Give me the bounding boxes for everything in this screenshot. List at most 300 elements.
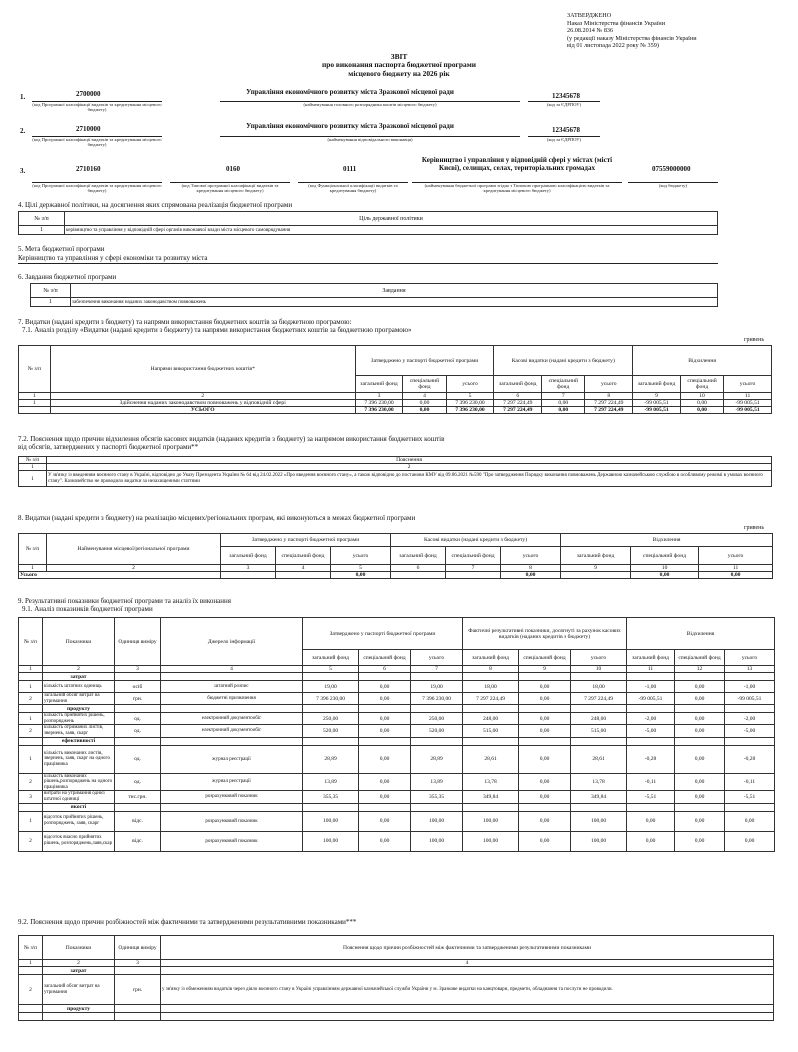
cell: 100,00	[571, 831, 627, 851]
cell: 0,00	[501, 572, 561, 579]
cell: осіб	[115, 681, 161, 693]
cell	[675, 803, 725, 811]
cell: 7 297 224,49	[494, 400, 542, 407]
cell	[303, 705, 359, 713]
section92-heading: 9.2. Пояснення щодо причин розбіжностей між фактичними та затвердженими результативними показниками***	[18, 918, 357, 926]
exp-h-approved: Затверджено у паспорті бюджетної програми	[355, 346, 494, 376]
cell: 0,00	[725, 831, 775, 851]
idx-cell: 4	[161, 960, 774, 967]
cell	[359, 673, 411, 681]
section72-heading: 7.2. Пояснення щодо причин відхилення обсягів касових видатків (наданих кредитів з бюджету) за напрямом використання бюджетних коштів	[18, 435, 445, 443]
cell	[161, 1005, 774, 1013]
cell: 13,89	[303, 773, 359, 791]
cell: 0,00	[519, 681, 571, 693]
indicators-table	[18, 617, 775, 852]
exp-h-dev: Відхилення	[633, 346, 772, 376]
ind-h-total: усього	[725, 650, 775, 666]
cell: 19,00	[303, 681, 359, 693]
prog-h-cash: Касові видатки (надані кредити з бюджету)	[391, 534, 561, 547]
idx-cell: 7	[446, 565, 501, 572]
cell: 7 396 230,00	[446, 407, 494, 414]
cell: журнал реєстрації	[161, 773, 303, 791]
cell: 0,00	[359, 773, 411, 791]
cell: 0,00	[331, 572, 391, 579]
cell: 0,00	[675, 693, 725, 705]
idx-cell: 10	[680, 393, 723, 400]
disc-h-unit: Одиниця виміру	[115, 936, 161, 960]
table-row	[19, 831, 775, 851]
cell: 0,00	[680, 400, 723, 407]
exp-h-total: усього	[446, 376, 494, 393]
cell: тис.грн.	[115, 791, 161, 803]
group-label: затрат	[43, 673, 115, 681]
cell: од.	[115, 725, 161, 737]
row2-edrpou-caption: (код за ЄДРПОУ)	[546, 137, 582, 142]
cell: 0,00	[403, 407, 446, 414]
total-row	[19, 407, 772, 414]
idx-cell: 4	[403, 393, 446, 400]
cell: 0,00	[627, 831, 675, 851]
ind-h-actual: Фактичні результативні показники, досягнуті за рахунок касових видатків (наданих кредитів з бюджету)	[463, 618, 627, 650]
cell: загальний обсяг витрат на утримання	[43, 975, 115, 1005]
cell: 250,00	[411, 713, 463, 725]
cell: 0,00	[519, 773, 571, 791]
cell: 0,00	[359, 693, 411, 705]
table-row	[19, 975, 774, 1005]
cell	[519, 803, 571, 811]
cell: 100,00	[411, 811, 463, 831]
idx-cell: 1	[19, 565, 47, 572]
ind-h-gen: загальний фонд	[463, 650, 519, 666]
cell: 0,00	[359, 811, 411, 831]
group-label: продукту	[43, 705, 115, 713]
cell: 7 396 230,00	[446, 400, 494, 407]
cell	[725, 803, 775, 811]
cell: 0,00	[519, 713, 571, 725]
cell	[115, 705, 161, 713]
cell: 0,00	[519, 693, 571, 705]
idx-cell: 9	[633, 393, 681, 400]
approval-line: ЗАТВЕРДЖЕНО	[567, 12, 612, 19]
cell: 7 297 224,49	[494, 407, 542, 414]
table-row	[19, 713, 775, 725]
cell: 100,00	[571, 811, 627, 831]
cell: 7 396 230,00	[355, 400, 403, 407]
cell	[115, 673, 161, 681]
cell	[463, 737, 519, 745]
group-row	[19, 673, 775, 681]
cell	[19, 737, 43, 745]
cell: відсоток вчасно прийнятих рішень, розпоряджень,заяв,скар	[43, 831, 115, 851]
idx-cell: 2	[50, 393, 355, 400]
cell: Усього	[19, 572, 221, 579]
approval-line: (у редакції наказу Міністерства фінансів України	[567, 34, 697, 42]
idx-cell: 2	[43, 960, 115, 967]
cell: 7 396 230,00	[411, 693, 463, 705]
cell	[359, 705, 411, 713]
group-label: ефективності	[43, 737, 115, 745]
program-goal: Керівництво та управління у сфері економіки та розвитку міста	[18, 254, 208, 262]
cell: 0,00	[675, 791, 725, 803]
cell	[359, 737, 411, 745]
cell	[571, 803, 627, 811]
cell	[19, 803, 43, 811]
cell	[161, 673, 303, 681]
cell: од.	[115, 745, 161, 773]
idx-cell: 3	[221, 565, 276, 572]
exp-index-row	[19, 393, 772, 400]
idx-cell: 2	[43, 666, 115, 673]
cell: -99 005,51	[724, 400, 772, 407]
cell: загальний обсяг витрат на утримання	[43, 693, 115, 705]
cell: 13,78	[571, 773, 627, 791]
cell: -1,00	[627, 681, 675, 693]
idx-cell: 6	[391, 565, 446, 572]
cell: 0,00	[519, 791, 571, 803]
cell: 0,00	[699, 572, 773, 579]
idx-cell: 12	[675, 666, 725, 673]
cell	[19, 407, 51, 414]
title-line-2: про виконання паспорта бюджетної програми	[321, 60, 476, 70]
cell	[446, 572, 501, 579]
cell: 2	[19, 975, 43, 1005]
ind-h-ind: Показники	[43, 618, 115, 666]
ind-h-spec: спеціальний фонд	[519, 650, 571, 666]
prog-h-name: Найменування місцевої/регіональної програми	[47, 534, 221, 565]
idx-cell: 9	[561, 565, 631, 572]
cell	[675, 673, 725, 681]
ind-h-spec: спеціальний фонд	[359, 650, 411, 666]
section72-heading-2: від обсягів, затверджених у паспорті бюджетної програми**	[18, 443, 199, 451]
cell: бюджетні призначення	[161, 693, 303, 705]
cell: -5,00	[627, 725, 675, 737]
cell	[411, 803, 463, 811]
cell: 0,00	[359, 791, 411, 803]
idx-cell: 2	[47, 464, 772, 471]
cell: -99 005,51	[725, 693, 775, 705]
section71-heading: 7.1. Аналіз розділу «Видатки (надані кредити з бюджету) та напрями використання бюджетних коштів за бюджетною програмою»	[22, 326, 412, 334]
cell	[675, 737, 725, 745]
cell: 0,00	[359, 725, 411, 737]
idx-cell: 4	[276, 565, 331, 572]
cell	[627, 803, 675, 811]
cell	[303, 803, 359, 811]
cell: 0,00	[519, 745, 571, 773]
idx-cell: 5	[303, 666, 359, 673]
idx-cell: 6	[359, 666, 411, 673]
cell: 100,00	[303, 831, 359, 851]
idx-cell: 7	[542, 393, 585, 400]
cell: 0,00	[519, 831, 571, 851]
cell	[303, 737, 359, 745]
tasks-row-num: 1	[31, 298, 71, 307]
exp-h-total: усього	[585, 376, 633, 393]
idx-cell: 7	[411, 666, 463, 673]
approval-line: від 01 листопада 2022 року № 359)	[567, 42, 659, 50]
cell: 28,89	[303, 745, 359, 773]
cell: 2	[19, 773, 43, 791]
disc-index-row	[19, 960, 774, 967]
cell	[161, 737, 303, 745]
cell: 248,00	[571, 713, 627, 725]
table-row	[19, 811, 775, 831]
cell: -0,11	[627, 773, 675, 791]
cell	[115, 967, 161, 975]
cell	[43, 1013, 115, 1021]
exp-h-gen: загальний фонд	[633, 376, 681, 393]
cell: кількість штатних одиниць	[43, 681, 115, 693]
explanation-table	[18, 456, 772, 487]
cell: 0,00	[675, 811, 725, 831]
row2-name: Управління економічного розвитку міста Зразкової місцевої ради	[246, 122, 454, 130]
row1-name: Управління економічного розвитку міста Зразкової місцевої ради	[246, 88, 454, 96]
exp-h-cash: Касові видатки (надані кредити з бюджету)	[494, 346, 633, 376]
row1-number: 1.	[20, 93, 26, 101]
cell: 0,00	[519, 811, 571, 831]
ind-h-src: Джерело інформації	[161, 618, 303, 666]
cell	[463, 673, 519, 681]
tasks-col-task: Завдання	[71, 284, 718, 298]
discrepancy-table	[18, 935, 774, 1021]
cell: 0,00	[725, 811, 775, 831]
report-title	[0, 53, 798, 78]
prog-h-total: усього	[331, 547, 391, 565]
idx-cell: 8	[585, 393, 633, 400]
idx-cell: 11	[699, 565, 773, 572]
cell: 355,35	[303, 791, 359, 803]
idx-cell: 2	[47, 565, 221, 572]
exp-h-num: № з/п	[19, 346, 51, 393]
approval-line: Наказ Міністерства фінансів України	[567, 19, 666, 27]
disc-h-ind: Показники	[43, 936, 115, 960]
cell	[391, 572, 446, 579]
cell: 7 297 224,49	[585, 407, 633, 414]
row3-tpkv-caption: (код Типової програмної класифікації видатків та кредитування місцевого бюджету)	[181, 183, 279, 194]
cell: -5,51	[725, 791, 775, 803]
cell: 0,00	[675, 681, 725, 693]
cell: 0,00	[675, 773, 725, 791]
cell: журнал реєстрації	[161, 745, 303, 773]
row3-fkv-caption: (код Функціональної класифікації видатків та кредитування бюджету)	[308, 183, 398, 194]
s7-unit: гривень	[744, 337, 765, 343]
cell	[675, 705, 725, 713]
table-row	[19, 681, 775, 693]
exp-h-spec: спеціальний фонд	[542, 376, 585, 393]
expl-col-text: Пояснення	[47, 457, 772, 464]
cell	[561, 572, 631, 579]
goals-table	[18, 211, 718, 235]
cell: 28,61	[463, 745, 519, 773]
ind-h-num: № з/п	[19, 618, 43, 666]
ind-h-dev: Відхилення	[627, 618, 775, 650]
exp-h-gen: загальний фонд	[355, 376, 403, 393]
cell: відс.	[115, 811, 161, 831]
cell: -0,28	[627, 745, 675, 773]
cell: 100,00	[463, 831, 519, 851]
cell: 1	[19, 811, 43, 831]
section91-heading: 9.1. Аналіз показників бюджетної програми	[22, 605, 153, 613]
cell: -0,11	[725, 773, 775, 791]
cell	[725, 737, 775, 745]
cell: 7 396 230,00	[303, 693, 359, 705]
cell	[411, 673, 463, 681]
goals-row-goal: керівництво та управління у відповідній сфері органів виконавчої влади міста місцевого самоврядування	[65, 226, 718, 235]
cell	[161, 1013, 774, 1021]
prog-h-gen: загальний фонд	[391, 547, 446, 565]
cell	[627, 737, 675, 745]
section6-heading: 6. Завдання бюджетної програми	[18, 273, 117, 281]
row2-code-caption: (код Програмної класифікації видатків та кредитування місцевого бюджету)	[32, 137, 162, 148]
group-label: якості	[43, 803, 115, 811]
cell	[571, 737, 627, 745]
approval-line: 26.08.2014 № 836	[567, 27, 614, 35]
cell: -5,00	[725, 725, 775, 737]
cell	[571, 705, 627, 713]
cell: 515,00	[571, 725, 627, 737]
section9-heading: 9. Результативні показники бюджетної програми та аналіз їх виконання	[18, 597, 231, 605]
prog-index-row	[19, 565, 773, 572]
prog-h-spec: спеціальний фонд	[276, 547, 331, 565]
disc-h-expl: Пояснення щодо причин розбіжностей між фактичними та затвердженими результативними показниками	[161, 936, 774, 960]
exp-h-spec: спеціальний фонд	[403, 376, 446, 393]
cell: кількість отриманих листів, звернень, заяв, скарг	[43, 725, 115, 737]
cell: 0,00	[675, 725, 725, 737]
ind-h-spec: спеціальний фонд	[675, 650, 725, 666]
cell: 7 297 224,49	[585, 400, 633, 407]
table-row	[19, 725, 775, 737]
row3-number: 3.	[20, 167, 26, 175]
section7-heading: 7. Видатки (надані кредити з бюджету) та напрями використання бюджетних коштів за бюджетною програмою:	[18, 318, 352, 326]
goals-row-num: 1	[19, 226, 65, 235]
approval-stamp	[567, 12, 792, 50]
section4-heading: 4. Цілі державної політики, на досягнення яких спрямована реалізація бюджетної програми	[18, 201, 293, 209]
prog-h-total: усього	[699, 547, 773, 565]
cell: 18,00	[571, 681, 627, 693]
tasks-col-num: № з/п	[31, 284, 71, 298]
cell: розрахунковий показник	[161, 831, 303, 851]
table-row	[19, 773, 775, 791]
idx-cell: 11	[724, 393, 772, 400]
cell: -1,00	[725, 681, 775, 693]
cell: 2	[19, 693, 43, 705]
cell: 13,78	[463, 773, 519, 791]
cell: 0,00	[359, 713, 411, 725]
expl-row-num: 1	[19, 471, 47, 487]
cell: 13,89	[411, 773, 463, 791]
expl-col-num: № з/п	[19, 457, 47, 464]
cell: -2,00	[725, 713, 775, 725]
cell: 28,61	[571, 745, 627, 773]
idx-cell: 3	[355, 393, 403, 400]
cell	[161, 803, 303, 811]
programs-table	[18, 533, 773, 579]
idx-cell: 3	[115, 960, 161, 967]
cell	[303, 673, 359, 681]
prog-h-num: № з/п	[19, 534, 47, 565]
row1-name-caption: (найменування головного розпорядника коштів місцевого бюджету)	[303, 102, 437, 107]
ind-index-row	[19, 666, 775, 673]
cell	[411, 737, 463, 745]
idx-cell: 1	[19, 393, 51, 400]
cell: 18,00	[463, 681, 519, 693]
cell: 7 297 224,49	[571, 693, 627, 705]
cell: -99 005,51	[724, 407, 772, 414]
cell	[19, 1013, 43, 1021]
cell: кількість виконаних листів, звернень, заяв, скарг на одного працівника	[43, 745, 115, 773]
prog-h-dev: Відхилення	[561, 534, 773, 547]
cell: 7 396 230,00	[355, 407, 403, 414]
idx-cell: 1	[19, 666, 43, 673]
idx-cell: 10	[571, 666, 627, 673]
group-label: затрат	[43, 967, 115, 975]
idx-cell: 9	[519, 666, 571, 673]
ind-h-total: усього	[411, 650, 463, 666]
cell: -99 005,51	[627, 693, 675, 705]
cell: грн.	[115, 975, 161, 1005]
group-row	[19, 737, 775, 745]
cell: -2,00	[627, 713, 675, 725]
cell	[115, 1005, 161, 1013]
idx-cell: 1	[19, 960, 43, 967]
cell	[725, 705, 775, 713]
cell: 520,00	[411, 725, 463, 737]
cell: -0,28	[725, 745, 775, 773]
cell: розрахунковий показник	[161, 791, 303, 803]
cell	[115, 803, 161, 811]
cell	[19, 967, 43, 975]
goals-col-num: № з/п	[19, 212, 65, 226]
title-line-3: місцевого бюджету на 2026 рік	[348, 68, 450, 78]
cell: розрахунковий показник	[161, 811, 303, 831]
cell: 100,00	[411, 831, 463, 851]
exp-h-gen: загальний фонд	[494, 376, 542, 393]
ind-h-gen: загальний фонд	[303, 650, 359, 666]
row1-edrpou: 12345678	[552, 92, 580, 100]
cell	[463, 705, 519, 713]
group-label: продукту	[43, 1005, 115, 1013]
cell: електронний документообіг	[161, 725, 303, 737]
ind-h-approved: Затверджено у паспорті бюджетної програми	[303, 618, 463, 650]
cell: 0,00	[519, 725, 571, 737]
cell: 100,00	[303, 811, 359, 831]
row2-number: 2.	[20, 127, 26, 135]
cell	[276, 572, 331, 579]
cell	[115, 1013, 161, 1021]
idx-cell: 8	[501, 565, 561, 572]
cell	[627, 673, 675, 681]
cell	[19, 673, 43, 681]
idx-cell: 3	[115, 666, 161, 673]
cell: 520,00	[303, 725, 359, 737]
cell: 0,00	[675, 831, 725, 851]
cell	[571, 673, 627, 681]
table-row	[19, 791, 775, 803]
prog-h-gen: загальний фонд	[221, 547, 276, 565]
cell: УСЬОГО	[50, 407, 355, 414]
cell: 0,00	[403, 400, 446, 407]
cell: 355,35	[411, 791, 463, 803]
cell	[725, 673, 775, 681]
cell: 0,00	[675, 713, 725, 725]
cell: 1	[19, 400, 51, 407]
cell	[161, 967, 774, 975]
prog-h-approved: Затверджено у паспорті бюджетної програми	[221, 534, 391, 547]
row2-name-caption: (найменування відповідального виконавця)	[327, 137, 413, 142]
row1-edrpou-caption: (код за ЄДРПОУ)	[546, 102, 582, 107]
s8-unit: гривень	[744, 525, 765, 531]
cell: 28,89	[411, 745, 463, 773]
ind-h-gen: загальний фонд	[627, 650, 675, 666]
